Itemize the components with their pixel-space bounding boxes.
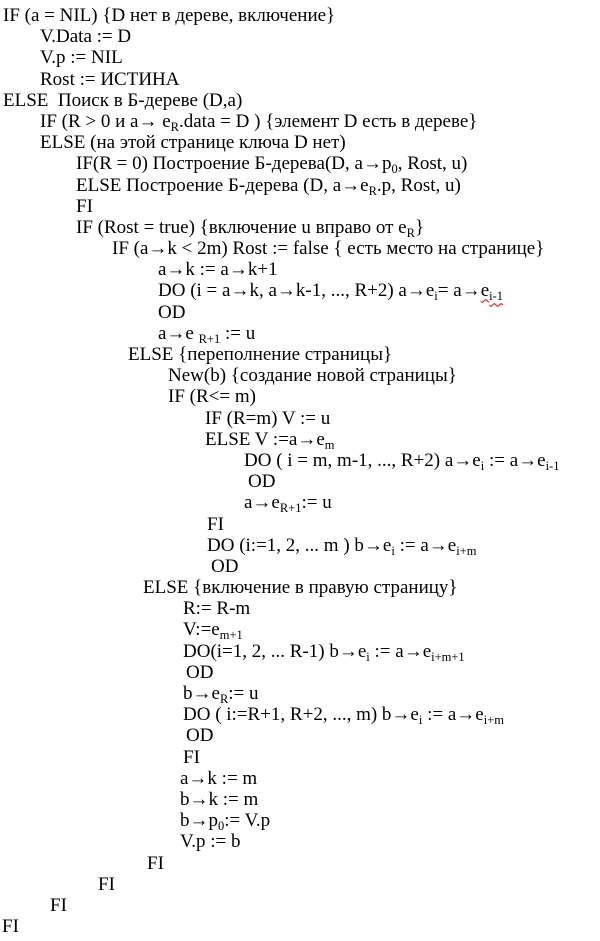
subscript: R+1	[198, 331, 221, 346]
code-line	[0, 26, 600, 47]
code-text: OD	[158, 301, 186, 323]
code-text: IF (a→k < 2m) Rost := false { есть место на странице}	[112, 238, 545, 260]
code-text: := a→e	[394, 534, 457, 556]
code-text: DO (i = a→k, a→k-1, ..., R+2) a→e	[158, 280, 435, 302]
code-line	[0, 704, 600, 728]
subscript: R	[170, 119, 179, 134]
code-line	[0, 90, 600, 111]
subscript: i	[418, 713, 423, 728]
code-line	[0, 747, 600, 768]
code-text: New(b) {создание новой страницы}	[168, 365, 457, 387]
code-line	[0, 535, 600, 556]
code-line	[0, 5, 600, 26]
subscript: i	[434, 289, 438, 304]
code-text: OD	[211, 555, 239, 577]
subscript: R	[368, 183, 377, 198]
code-text: IF (a = NIL) {D нет в дереве, включение}	[3, 5, 336, 26]
code-line	[0, 810, 600, 834]
code-text: IF (R > 0 и a→ e	[40, 110, 171, 132]
code-line	[0, 302, 600, 323]
code-text: ELSE {включение в правую страницу}	[143, 577, 458, 599]
code-line	[0, 132, 600, 153]
code-text: OD	[186, 661, 214, 683]
code-line	[0, 641, 600, 662]
code-line	[0, 619, 600, 643]
code-text: ELSE V :=a→e	[205, 428, 325, 450]
code-line	[0, 408, 600, 429]
code-text: FI	[2, 916, 19, 938]
code-line	[0, 895, 600, 916]
code-line	[0, 175, 600, 196]
code-line	[0, 111, 600, 132]
code-text: FI	[98, 873, 115, 895]
code-text: := a→e	[369, 640, 432, 662]
code-text: DO ( i = m, m-1, ..., R+2) a→e	[244, 449, 481, 471]
code-line	[0, 47, 600, 68]
code-line	[0, 344, 600, 365]
code-text: OD	[186, 725, 214, 747]
code-text: := u	[228, 683, 259, 704]
code-text: .p, Rost, u)	[376, 174, 461, 196]
subscript: m+1	[219, 628, 243, 643]
code-line	[0, 217, 600, 238]
code-text: IF (R<= m)	[168, 386, 256, 408]
code-text: FI	[207, 513, 224, 535]
code-line	[0, 323, 600, 344]
code-line	[0, 196, 600, 217]
code-text: FI	[50, 894, 67, 916]
code-text: ELSE {переполнение страницы}	[128, 344, 393, 365]
code-text: := u	[220, 322, 256, 344]
code-line	[0, 492, 600, 516]
code-text: V.Data := D	[40, 26, 132, 48]
pseudocode-block	[0, 5, 600, 937]
code-text: := V.p	[224, 810, 271, 832]
subscript: 0	[391, 162, 398, 177]
code-text: ELSE Построение Б-дерева (D, a→e	[76, 174, 369, 196]
code-text: V.p := NIL	[40, 47, 123, 69]
code-line	[0, 853, 600, 874]
code-line	[0, 916, 600, 937]
subscript: i	[480, 458, 485, 473]
subscript: i-1	[545, 458, 560, 473]
code-line	[0, 556, 600, 577]
code-text: DO (i:=1, 2, ... m ) b→e	[207, 534, 392, 556]
code-text: = a→	[437, 280, 481, 302]
code-text: FI	[183, 746, 200, 768]
code-line	[0, 577, 600, 598]
code-line	[0, 662, 600, 683]
code-text: e	[480, 280, 490, 302]
subscript: R+1	[279, 501, 302, 516]
code-line	[0, 683, 600, 704]
code-text: a→e	[244, 492, 280, 514]
code-text: V.p := b	[180, 831, 241, 853]
code-text: Rost := ИСТИНА	[40, 68, 180, 90]
code-line	[0, 365, 600, 386]
code-text: V:=e	[183, 619, 220, 641]
code-line	[0, 598, 600, 619]
code-text: ELSE (на этой странице ключа D нет)	[40, 132, 346, 154]
code-line	[0, 471, 600, 492]
code-line	[0, 789, 600, 810]
code-text: IF(R = 0) Построение Б-дерева(D, a→p	[76, 153, 392, 175]
code-text: ELSE Поиск в Б-дереве (D,a)	[3, 89, 243, 111]
code-line	[0, 768, 600, 789]
code-text: FI	[147, 852, 164, 874]
code-line	[0, 429, 600, 450]
code-line	[0, 386, 600, 407]
subscript: i	[391, 543, 395, 558]
code-line	[0, 514, 600, 535]
subscript: i+m	[456, 543, 477, 558]
subscript: R	[406, 225, 415, 240]
code-text: IF (R=m) V := u	[205, 407, 331, 429]
code-text: FI	[76, 195, 93, 217]
code-text: IF (Rost = true) {включение u вправо от e	[76, 216, 407, 238]
code-line	[0, 69, 600, 90]
code-text: := u	[301, 492, 332, 514]
subscript: R	[219, 692, 229, 706]
subscript: i	[366, 649, 370, 664]
subscript: 0	[218, 819, 225, 834]
code-text: R:= R-m	[183, 598, 251, 620]
code-line	[0, 725, 600, 746]
code-text: DO ( i:=R+1, R+2, ..., m) b→e	[183, 704, 419, 726]
code-line	[0, 831, 600, 852]
code-line	[0, 280, 600, 304]
subscript: i+m+1	[431, 649, 465, 664]
subscript: i+m	[483, 713, 504, 728]
code-text: b→e	[183, 683, 220, 704]
code-text: OD	[248, 471, 276, 493]
code-text: }	[414, 216, 425, 238]
code-text: a→k := m	[180, 767, 258, 789]
code-text: DO(i=1, 2, ... R-1) b→e	[183, 640, 367, 662]
code-text: b→p	[180, 810, 218, 832]
subscript: i-1	[489, 289, 504, 304]
code-text: a→e	[158, 322, 199, 344]
code-text: .data = D ) {элемент D есть в дереве}	[179, 110, 478, 132]
code-text: := a→e	[484, 449, 546, 471]
code-text: := a→e	[422, 704, 484, 726]
code-line	[0, 153, 600, 177]
code-text: , Rost, u)	[397, 153, 468, 175]
code-text: b→k := m	[180, 788, 259, 810]
code-line	[0, 874, 600, 895]
code-line	[0, 238, 600, 259]
code-text: a→k := a→k+1	[158, 259, 278, 281]
code-line	[0, 259, 600, 280]
subscript: m	[324, 437, 335, 452]
code-line	[0, 450, 600, 471]
